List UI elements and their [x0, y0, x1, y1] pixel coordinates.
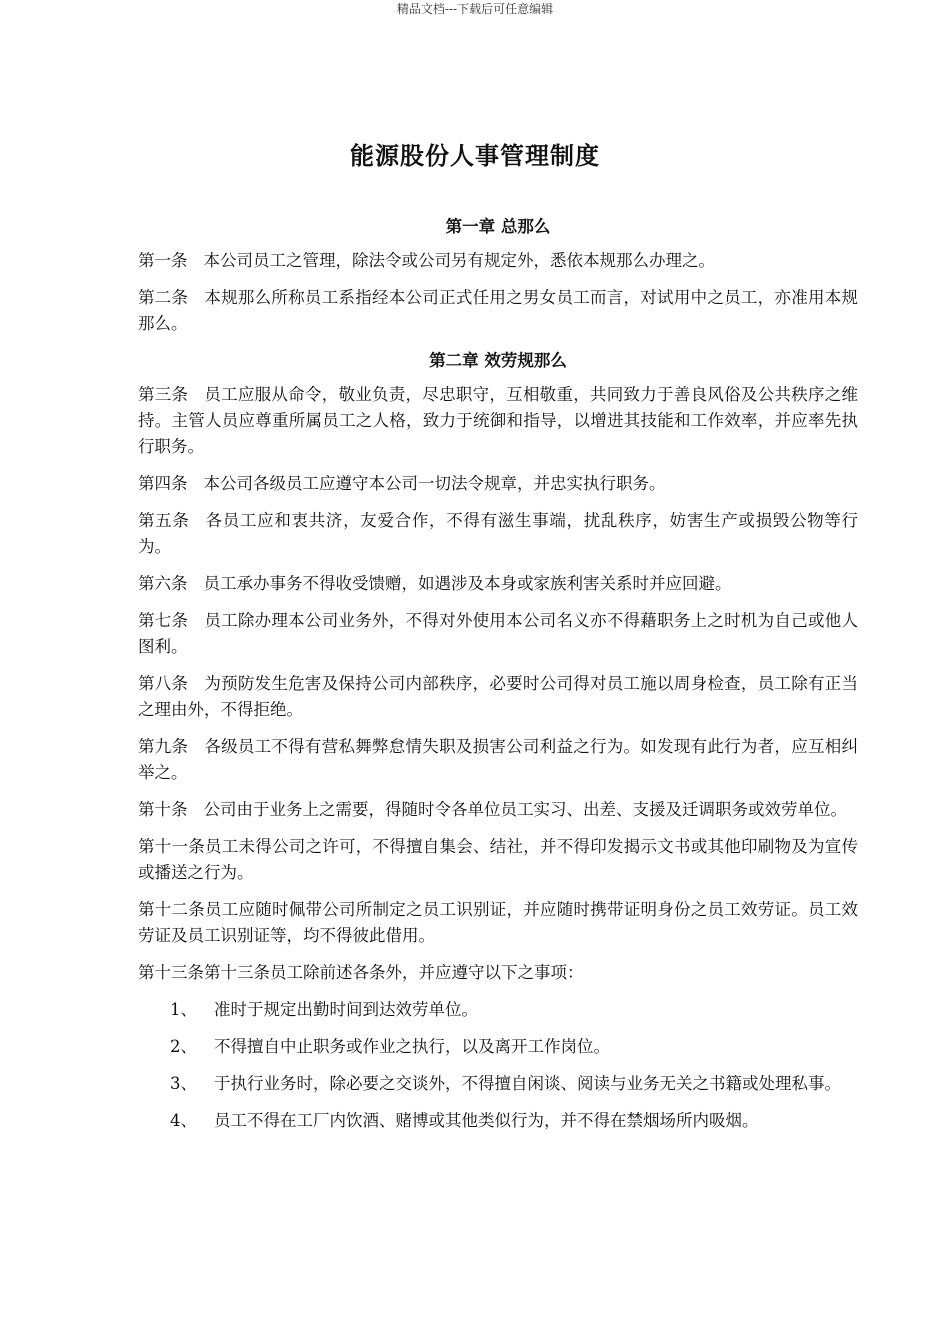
- article-12: [138, 897, 858, 949]
- article-text: 各员工应和衷共济，友爱合作，不得有滋生事端，扰乱秩序，妨害生产或损毁公物等行为。: [138, 511, 858, 556]
- article-text: 员工未得公司之许可，不得擅自集会、结社，并不得印发揭示文书或其他印刷物及为宣传或播送之行为。: [138, 837, 858, 882]
- article-13-items: [138, 997, 858, 1134]
- article-text: 本公司各级员工应遵守本公司一切法令规章，并忠实执行职务。: [203, 474, 666, 493]
- article-number: 第一条: [138, 251, 188, 270]
- article-number: 第五条: [138, 511, 190, 530]
- article-text: 各级员工不得有营私舞弊怠情失职及损害公司利益之行为。如发现有此行为者，应互相纠举之。: [138, 737, 859, 782]
- list-item: [170, 1071, 858, 1097]
- article-6: [138, 571, 858, 597]
- list-item: [170, 1108, 858, 1134]
- article-number: 第八条: [138, 674, 189, 693]
- article-number: 第三条: [138, 385, 189, 404]
- list-marker: 2、: [170, 1037, 197, 1056]
- article-3: [138, 382, 858, 460]
- article-text: 为预防发生危害及保持公司内部秩序，必要时公司得对员工施以周身检查，员工除有正当之理由外，不得拒绝。: [138, 674, 859, 719]
- article-text: 第十三条员工除前述各条外，并应遵守以下之事项：: [204, 963, 584, 982]
- article-4: [138, 471, 858, 497]
- article-number: 第七条: [138, 611, 189, 630]
- article-10: [138, 797, 858, 823]
- article-number: 第十一条: [138, 837, 205, 856]
- article-text: 员工承办事务不得收受馈赠，如遇涉及本身或家族利害关系时并应回避。: [203, 574, 732, 593]
- list-marker: 4、: [170, 1111, 197, 1130]
- article-number: 第十三条: [138, 963, 204, 982]
- list-marker: 1、: [170, 1000, 197, 1019]
- chapter-heading: 第二章 效劳规那么: [429, 351, 567, 370]
- list-item: [170, 1034, 858, 1060]
- list-text: 员工不得在工厂内饮酒、赌博或其他类似行为，并不得在禁烟场所内吸烟。: [214, 1111, 759, 1130]
- article-number: 第十二条: [138, 900, 205, 919]
- article-8: [138, 671, 858, 723]
- list-text: 于执行业务时，除必要之交谈外，不得擅自闲谈、阅读与业务无关之书籍或处理私事。: [214, 1074, 841, 1093]
- header-note: 精品文档---下载后可任意编辑: [396, 2, 554, 16]
- article-number: 第十条: [138, 800, 188, 819]
- article-text: 本公司员工之管理，除法令或公司另有规定外，悉依本规那么办理之。: [203, 251, 715, 270]
- article-number: 第九条: [138, 737, 189, 756]
- article-9: [138, 734, 858, 786]
- article-number: 第二条: [138, 288, 189, 307]
- list-marker: 3、: [170, 1074, 197, 1093]
- article-5: [138, 508, 858, 560]
- article-7: [138, 608, 858, 660]
- article-number: 第六条: [138, 574, 188, 593]
- chapter-heading: 第一章 总那么: [445, 217, 551, 236]
- list-text: 不得擅自中止职务或作业之执行，以及离开工作岗位。: [214, 1037, 610, 1056]
- article-2: [138, 285, 858, 337]
- document-body: [138, 214, 858, 1145]
- article-text: 员工除办理本公司业务外，不得对外使用本公司名义亦不得藉职务上之时机为自己或他人图利。: [138, 611, 859, 656]
- article-1: [138, 248, 858, 274]
- article-11: [138, 834, 858, 886]
- list-item: [170, 997, 858, 1023]
- article-text: 员工应随时佩带公司所制定之员工识别证，并应随时携带证明身份之员工效劳证。员工效劳证及员工识别证等，均不得彼此借用。: [138, 900, 858, 945]
- document-title: 能源股份人事管理制度: [350, 141, 600, 170]
- list-text: 准时于规定出勤时间到达效劳单位。: [214, 1000, 478, 1019]
- article-text: 本规那么所称员工系指经本公司正式任用之男女员工而言，对试用中之员工，亦准用本规那么。: [138, 288, 859, 333]
- article-text: 员工应服从命令，敬业负责，尽忠职守，互相敬重，共同致力于善良风俗及公共秩序之维持。主管人员应尊重所属员工之人格，致力于统御和指导，以增进其技能和工作效率，并应率先执行职务。: [138, 385, 859, 456]
- article-number: 第四条: [138, 474, 188, 493]
- article-13: [138, 960, 858, 986]
- article-text: 公司由于业务上之需要，得随时令各单位员工实习、出差、支援及迁调职务或效劳单位。: [203, 800, 847, 819]
